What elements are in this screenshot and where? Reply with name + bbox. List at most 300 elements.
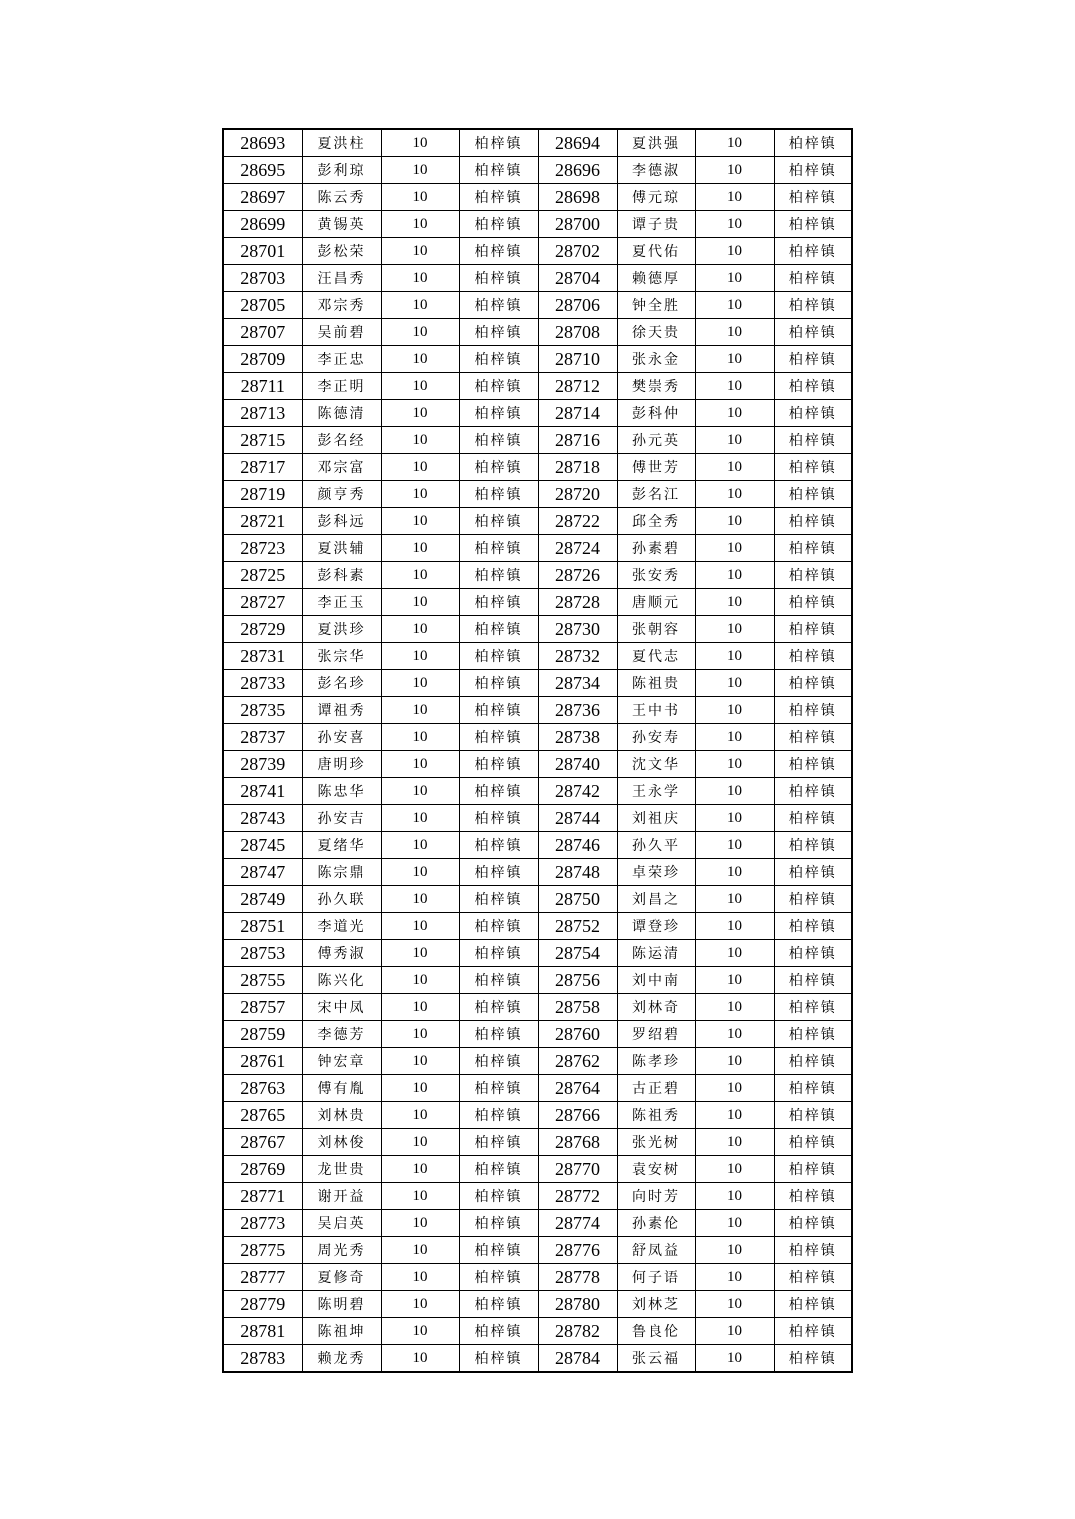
record-number-cell: 28744 <box>538 805 617 832</box>
amount-cell: 10 <box>381 967 459 994</box>
table-row <box>223 319 852 346</box>
name-cell: 沈文华 <box>617 751 695 778</box>
name-cell: 张光树 <box>617 1129 695 1156</box>
town-cell: 柏梓镇 <box>774 508 852 535</box>
record-number-cell: 28759 <box>223 1021 302 1048</box>
name-cell: 傅有胤 <box>302 1075 381 1102</box>
name-cell: 陈运清 <box>617 940 695 967</box>
amount-cell: 10 <box>695 967 774 994</box>
amount-cell: 10 <box>381 643 459 670</box>
amount-cell: 10 <box>381 616 459 643</box>
table-row <box>223 1075 852 1102</box>
amount-cell: 10 <box>381 238 459 265</box>
name-cell: 夏洪辅 <box>302 535 381 562</box>
record-number-cell: 28694 <box>538 129 617 157</box>
record-number-cell: 28755 <box>223 967 302 994</box>
town-cell: 柏梓镇 <box>774 778 852 805</box>
table-row <box>223 1264 852 1291</box>
record-number-cell: 28705 <box>223 292 302 319</box>
town-cell: 柏梓镇 <box>459 886 538 913</box>
record-number-cell: 28704 <box>538 265 617 292</box>
name-cell: 孙安喜 <box>302 724 381 751</box>
record-number-cell: 28702 <box>538 238 617 265</box>
town-cell: 柏梓镇 <box>774 967 852 994</box>
amount-cell: 10 <box>695 238 774 265</box>
table-row <box>223 129 852 157</box>
amount-cell: 10 <box>695 697 774 724</box>
table-row <box>223 913 852 940</box>
name-cell: 刘林奇 <box>617 994 695 1021</box>
record-number-cell: 28784 <box>538 1345 617 1373</box>
amount-cell: 10 <box>381 292 459 319</box>
name-cell: 陈云秀 <box>302 184 381 211</box>
name-cell: 刘林芝 <box>617 1291 695 1318</box>
amount-cell: 10 <box>381 211 459 238</box>
name-cell: 张云福 <box>617 1345 695 1373</box>
amount-cell: 10 <box>695 994 774 1021</box>
town-cell: 柏梓镇 <box>774 535 852 562</box>
amount-cell: 10 <box>381 913 459 940</box>
table-row <box>223 265 852 292</box>
record-number-cell: 28768 <box>538 1129 617 1156</box>
town-cell: 柏梓镇 <box>459 211 538 238</box>
record-number-cell: 28703 <box>223 265 302 292</box>
town-cell: 柏梓镇 <box>774 994 852 1021</box>
town-cell: 柏梓镇 <box>774 697 852 724</box>
name-cell: 陈兴化 <box>302 967 381 994</box>
name-cell: 李德淑 <box>617 157 695 184</box>
name-cell: 舒凤益 <box>617 1237 695 1264</box>
amount-cell: 10 <box>381 454 459 481</box>
amount-cell: 10 <box>695 157 774 184</box>
record-number-cell: 28781 <box>223 1318 302 1345</box>
town-cell: 柏梓镇 <box>774 481 852 508</box>
town-cell: 柏梓镇 <box>774 1075 852 1102</box>
record-number-cell: 28708 <box>538 319 617 346</box>
town-cell: 柏梓镇 <box>774 1183 852 1210</box>
name-cell: 邓宗秀 <box>302 292 381 319</box>
amount-cell: 10 <box>695 1021 774 1048</box>
record-number-cell: 28767 <box>223 1129 302 1156</box>
town-cell: 柏梓镇 <box>774 346 852 373</box>
record-number-cell: 28725 <box>223 562 302 589</box>
name-cell: 卓荣珍 <box>617 859 695 886</box>
town-cell: 柏梓镇 <box>459 967 538 994</box>
town-cell: 柏梓镇 <box>459 1102 538 1129</box>
town-cell: 柏梓镇 <box>774 1318 852 1345</box>
record-number-cell: 28738 <box>538 724 617 751</box>
town-cell: 柏梓镇 <box>459 481 538 508</box>
amount-cell: 10 <box>695 562 774 589</box>
name-cell: 李道光 <box>302 913 381 940</box>
amount-cell: 10 <box>381 1210 459 1237</box>
name-cell: 邓宗富 <box>302 454 381 481</box>
record-number-cell: 28754 <box>538 940 617 967</box>
record-number-cell: 28741 <box>223 778 302 805</box>
record-number-cell: 28720 <box>538 481 617 508</box>
town-cell: 柏梓镇 <box>774 643 852 670</box>
name-cell: 陈祖坤 <box>302 1318 381 1345</box>
name-cell: 刘中南 <box>617 967 695 994</box>
amount-cell: 10 <box>695 129 774 157</box>
name-cell: 张永金 <box>617 346 695 373</box>
record-number-cell: 28747 <box>223 859 302 886</box>
name-cell: 傅秀淑 <box>302 940 381 967</box>
name-cell: 夏洪柱 <box>302 129 381 157</box>
town-cell: 柏梓镇 <box>459 1237 538 1264</box>
name-cell: 唐顺元 <box>617 589 695 616</box>
town-cell: 柏梓镇 <box>774 589 852 616</box>
record-number-cell: 28723 <box>223 535 302 562</box>
name-cell: 李正忠 <box>302 346 381 373</box>
record-number-cell: 28771 <box>223 1183 302 1210</box>
amount-cell: 10 <box>381 1102 459 1129</box>
name-cell: 陈明碧 <box>302 1291 381 1318</box>
amount-cell: 10 <box>381 1129 459 1156</box>
table-row <box>223 1048 852 1075</box>
town-cell: 柏梓镇 <box>459 265 538 292</box>
town-cell: 柏梓镇 <box>774 1345 852 1373</box>
amount-cell: 10 <box>381 1156 459 1183</box>
record-number-cell: 28750 <box>538 886 617 913</box>
amount-cell: 10 <box>381 535 459 562</box>
table-row <box>223 670 852 697</box>
name-cell: 张宗华 <box>302 643 381 670</box>
record-number-cell: 28746 <box>538 832 617 859</box>
town-cell: 柏梓镇 <box>774 913 852 940</box>
amount-cell: 10 <box>695 751 774 778</box>
record-number-cell: 28734 <box>538 670 617 697</box>
record-number-cell: 28700 <box>538 211 617 238</box>
amount-cell: 10 <box>695 535 774 562</box>
table-row <box>223 346 852 373</box>
town-cell: 柏梓镇 <box>774 292 852 319</box>
town-cell: 柏梓镇 <box>459 238 538 265</box>
town-cell: 柏梓镇 <box>774 859 852 886</box>
amount-cell: 10 <box>381 481 459 508</box>
name-cell: 孙安吉 <box>302 805 381 832</box>
name-cell: 李德芳 <box>302 1021 381 1048</box>
amount-cell: 10 <box>381 994 459 1021</box>
record-number-cell: 28733 <box>223 670 302 697</box>
table-row <box>223 481 852 508</box>
record-number-cell: 28775 <box>223 1237 302 1264</box>
record-number-cell: 28742 <box>538 778 617 805</box>
record-number-cell: 28766 <box>538 1102 617 1129</box>
record-number-cell: 28753 <box>223 940 302 967</box>
name-cell: 鲁良伦 <box>617 1318 695 1345</box>
town-cell: 柏梓镇 <box>774 400 852 427</box>
name-cell: 黄锡英 <box>302 211 381 238</box>
table-row <box>223 373 852 400</box>
name-cell: 张安秀 <box>617 562 695 589</box>
name-cell: 谭子贵 <box>617 211 695 238</box>
record-number-cell: 28765 <box>223 1102 302 1129</box>
record-number-cell: 28721 <box>223 508 302 535</box>
record-number-cell: 28713 <box>223 400 302 427</box>
amount-cell: 10 <box>381 724 459 751</box>
record-number-cell: 28777 <box>223 1264 302 1291</box>
name-cell: 陈祖秀 <box>617 1102 695 1129</box>
record-number-cell: 28743 <box>223 805 302 832</box>
record-number-cell: 28752 <box>538 913 617 940</box>
town-cell: 柏梓镇 <box>459 859 538 886</box>
table-row <box>223 778 852 805</box>
town-cell: 柏梓镇 <box>774 1291 852 1318</box>
name-cell: 夏绪华 <box>302 832 381 859</box>
amount-cell: 10 <box>695 373 774 400</box>
record-number-cell: 28695 <box>223 157 302 184</box>
record-number-cell: 28778 <box>538 1264 617 1291</box>
town-cell: 柏梓镇 <box>459 1318 538 1345</box>
amount-cell: 10 <box>695 589 774 616</box>
name-cell: 孙元英 <box>617 427 695 454</box>
amount-cell: 10 <box>381 859 459 886</box>
amount-cell: 10 <box>381 508 459 535</box>
record-number-cell: 28698 <box>538 184 617 211</box>
table-row <box>223 157 852 184</box>
roster-body <box>223 129 852 1372</box>
amount-cell: 10 <box>695 940 774 967</box>
town-cell: 柏梓镇 <box>774 319 852 346</box>
table-row <box>223 886 852 913</box>
record-number-cell: 28740 <box>538 751 617 778</box>
table-row <box>223 1021 852 1048</box>
town-cell: 柏梓镇 <box>459 184 538 211</box>
amount-cell: 10 <box>381 184 459 211</box>
amount-cell: 10 <box>695 724 774 751</box>
amount-cell: 10 <box>695 346 774 373</box>
name-cell: 刘昌之 <box>617 886 695 913</box>
town-cell: 柏梓镇 <box>774 454 852 481</box>
amount-cell: 10 <box>695 184 774 211</box>
name-cell: 谭登珍 <box>617 913 695 940</box>
amount-cell: 10 <box>695 859 774 886</box>
record-number-cell: 28737 <box>223 724 302 751</box>
town-cell: 柏梓镇 <box>459 1183 538 1210</box>
record-number-cell: 28763 <box>223 1075 302 1102</box>
amount-cell: 10 <box>695 805 774 832</box>
name-cell: 何子语 <box>617 1264 695 1291</box>
town-cell: 柏梓镇 <box>459 1264 538 1291</box>
record-number-cell: 28732 <box>538 643 617 670</box>
amount-cell: 10 <box>381 697 459 724</box>
table-row <box>223 859 852 886</box>
roster-table <box>222 128 853 1373</box>
name-cell: 邱全秀 <box>617 508 695 535</box>
record-number-cell: 28780 <box>538 1291 617 1318</box>
name-cell: 谭祖秀 <box>302 697 381 724</box>
town-cell: 柏梓镇 <box>459 319 538 346</box>
name-cell: 龙世贵 <box>302 1156 381 1183</box>
town-cell: 柏梓镇 <box>774 670 852 697</box>
amount-cell: 10 <box>695 670 774 697</box>
town-cell: 柏梓镇 <box>459 157 538 184</box>
town-cell: 柏梓镇 <box>774 211 852 238</box>
name-cell: 彭科仲 <box>617 400 695 427</box>
name-cell: 陈德清 <box>302 400 381 427</box>
record-number-cell: 28774 <box>538 1210 617 1237</box>
amount-cell: 10 <box>695 1237 774 1264</box>
amount-cell: 10 <box>695 1156 774 1183</box>
town-cell: 柏梓镇 <box>459 697 538 724</box>
table-row <box>223 400 852 427</box>
record-number-cell: 28718 <box>538 454 617 481</box>
table-row <box>223 724 852 751</box>
name-cell: 孙久联 <box>302 886 381 913</box>
amount-cell: 10 <box>695 427 774 454</box>
town-cell: 柏梓镇 <box>459 373 538 400</box>
amount-cell: 10 <box>695 1264 774 1291</box>
amount-cell: 10 <box>381 778 459 805</box>
name-cell: 李正明 <box>302 373 381 400</box>
name-cell: 钟宏章 <box>302 1048 381 1075</box>
table-row <box>223 1183 852 1210</box>
amount-cell: 10 <box>695 454 774 481</box>
record-number-cell: 28736 <box>538 697 617 724</box>
record-number-cell: 28748 <box>538 859 617 886</box>
name-cell: 夏修奇 <box>302 1264 381 1291</box>
town-cell: 柏梓镇 <box>774 724 852 751</box>
amount-cell: 10 <box>695 1183 774 1210</box>
name-cell: 樊崇秀 <box>617 373 695 400</box>
amount-cell: 10 <box>695 265 774 292</box>
name-cell: 彭名经 <box>302 427 381 454</box>
record-number-cell: 28714 <box>538 400 617 427</box>
town-cell: 柏梓镇 <box>774 616 852 643</box>
name-cell: 夏洪珍 <box>302 616 381 643</box>
name-cell: 傅元琼 <box>617 184 695 211</box>
amount-cell: 10 <box>695 481 774 508</box>
record-number-cell: 28726 <box>538 562 617 589</box>
amount-cell: 10 <box>381 1048 459 1075</box>
name-cell: 颜亨秀 <box>302 481 381 508</box>
record-number-cell: 28769 <box>223 1156 302 1183</box>
town-cell: 柏梓镇 <box>774 1210 852 1237</box>
town-cell: 柏梓镇 <box>459 832 538 859</box>
record-number-cell: 28749 <box>223 886 302 913</box>
record-number-cell: 28783 <box>223 1345 302 1373</box>
name-cell: 刘林俊 <box>302 1129 381 1156</box>
amount-cell: 10 <box>381 157 459 184</box>
amount-cell: 10 <box>381 805 459 832</box>
table-row <box>223 1129 852 1156</box>
record-number-cell: 28728 <box>538 589 617 616</box>
amount-cell: 10 <box>381 1291 459 1318</box>
name-cell: 吴启英 <box>302 1210 381 1237</box>
town-cell: 柏梓镇 <box>459 616 538 643</box>
amount-cell: 10 <box>381 1075 459 1102</box>
table-row <box>223 940 852 967</box>
name-cell: 彭科远 <box>302 508 381 535</box>
record-number-cell: 28711 <box>223 373 302 400</box>
town-cell: 柏梓镇 <box>774 157 852 184</box>
name-cell: 孙安寿 <box>617 724 695 751</box>
amount-cell: 10 <box>381 400 459 427</box>
town-cell: 柏梓镇 <box>459 562 538 589</box>
amount-cell: 10 <box>695 616 774 643</box>
amount-cell: 10 <box>695 832 774 859</box>
town-cell: 柏梓镇 <box>774 1264 852 1291</box>
table-row <box>223 211 852 238</box>
name-cell: 孙久平 <box>617 832 695 859</box>
record-number-cell: 28751 <box>223 913 302 940</box>
town-cell: 柏梓镇 <box>774 1129 852 1156</box>
name-cell: 刘祖庆 <box>617 805 695 832</box>
amount-cell: 10 <box>381 886 459 913</box>
amount-cell: 10 <box>381 129 459 157</box>
name-cell: 彭松荣 <box>302 238 381 265</box>
town-cell: 柏梓镇 <box>774 1237 852 1264</box>
table-row <box>223 697 852 724</box>
name-cell: 谢开益 <box>302 1183 381 1210</box>
record-number-cell: 28745 <box>223 832 302 859</box>
table-row <box>223 994 852 1021</box>
table-row <box>223 805 852 832</box>
record-number-cell: 28779 <box>223 1291 302 1318</box>
record-number-cell: 28706 <box>538 292 617 319</box>
town-cell: 柏梓镇 <box>459 751 538 778</box>
name-cell: 徐天贵 <box>617 319 695 346</box>
town-cell: 柏梓镇 <box>459 346 538 373</box>
amount-cell: 10 <box>695 508 774 535</box>
amount-cell: 10 <box>695 1129 774 1156</box>
record-number-cell: 28773 <box>223 1210 302 1237</box>
table-row <box>223 1291 852 1318</box>
name-cell: 彭名珍 <box>302 670 381 697</box>
name-cell: 罗绍碧 <box>617 1021 695 1048</box>
name-cell: 陈孝珍 <box>617 1048 695 1075</box>
town-cell: 柏梓镇 <box>774 1156 852 1183</box>
town-cell: 柏梓镇 <box>459 1210 538 1237</box>
name-cell: 夏洪强 <box>617 129 695 157</box>
name-cell: 王中书 <box>617 697 695 724</box>
record-number-cell: 28701 <box>223 238 302 265</box>
town-cell: 柏梓镇 <box>459 670 538 697</box>
town-cell: 柏梓镇 <box>774 238 852 265</box>
name-cell: 彭名江 <box>617 481 695 508</box>
name-cell: 陈忠华 <box>302 778 381 805</box>
record-number-cell: 28756 <box>538 967 617 994</box>
record-number-cell: 28709 <box>223 346 302 373</box>
amount-cell: 10 <box>381 1264 459 1291</box>
amount-cell: 10 <box>381 346 459 373</box>
table-row <box>223 1156 852 1183</box>
town-cell: 柏梓镇 <box>774 1021 852 1048</box>
table-row <box>223 535 852 562</box>
record-number-cell: 28760 <box>538 1021 617 1048</box>
table-row <box>223 1102 852 1129</box>
name-cell: 吴前碧 <box>302 319 381 346</box>
name-cell: 向时芳 <box>617 1183 695 1210</box>
town-cell: 柏梓镇 <box>774 373 852 400</box>
town-cell: 柏梓镇 <box>459 1129 538 1156</box>
name-cell: 陈宗鼎 <box>302 859 381 886</box>
amount-cell: 10 <box>695 886 774 913</box>
town-cell: 柏梓镇 <box>459 940 538 967</box>
amount-cell: 10 <box>381 1318 459 1345</box>
town-cell: 柏梓镇 <box>459 1075 538 1102</box>
name-cell: 傅世芳 <box>617 454 695 481</box>
record-number-cell: 28722 <box>538 508 617 535</box>
town-cell: 柏梓镇 <box>774 751 852 778</box>
town-cell: 柏梓镇 <box>459 994 538 1021</box>
table-row <box>223 454 852 481</box>
town-cell: 柏梓镇 <box>459 427 538 454</box>
name-cell: 彭利琼 <box>302 157 381 184</box>
name-cell: 刘林贵 <box>302 1102 381 1129</box>
record-number-cell: 28716 <box>538 427 617 454</box>
